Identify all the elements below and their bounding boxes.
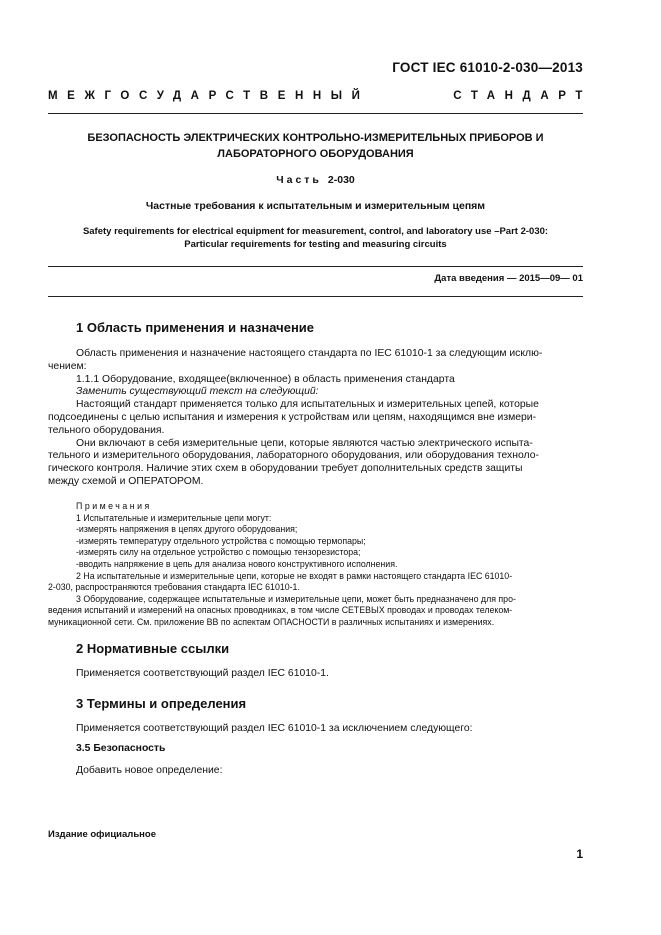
s1-p4b: подсоединены с целью испытания и измерения к устройствам или цепям, находящимся вне измери- xyxy=(48,411,537,423)
document-title-en xyxy=(48,226,583,251)
divider-top xyxy=(48,113,583,114)
s1-p1a: Область применения и назначение настоящего стандарта по IEC 61010-1 за следующим исклю- xyxy=(76,348,543,359)
title-en-line2: Particular requirements for testing and measuring circuits xyxy=(184,238,447,250)
note-1b: -измерять температуру отдельного устройства с помощью термопары; xyxy=(76,535,366,546)
s1-p5a: Они включают в себя измерительные цепи, которые являются частью электрического испыта- xyxy=(76,437,533,449)
note-2b: 2-030, распространяются требования стандарта IEC 61010-1. xyxy=(48,582,300,593)
note-1c: -измерять силу на отдельное устройство с помощью тензорезистора; xyxy=(76,547,361,558)
official-edition-label: Издание официальное xyxy=(48,829,156,840)
section-2-text: Применяется соответствующий раздел IEC 61010-1. xyxy=(76,668,329,679)
note-1d: -вводить напряжение в цепь для анализа нового конструктивного исполнения. xyxy=(76,558,398,569)
section-3-heading: 3 Термины и определения xyxy=(76,696,247,711)
divider-mid xyxy=(48,266,583,267)
notes-block xyxy=(48,501,583,629)
standard-stamp-line xyxy=(48,90,592,102)
s1-p3: Заменить существующий текст на следующий: xyxy=(76,386,319,398)
note-3a: 3 Оборудование, содержащее испытательные и измерительные цепи, может быть предназначено для про- xyxy=(76,593,516,604)
section-3-5-heading: 3.5 Безопасность xyxy=(76,743,166,754)
part-number: 2-030 xyxy=(327,174,355,186)
note-3c: муникационной сети. См. приложение ВВ по аспектам ОПАСНОСТИ в различных испытаниях и измерениях. xyxy=(48,616,495,627)
section-1-body xyxy=(48,348,583,489)
note-3b: ведения испытаний и измерений на опасных проводниках, в том числе СЕТЕВЫХ проводах и проводах телеком- xyxy=(48,605,513,616)
part-label xyxy=(48,174,583,186)
intro-date: Дата введения — 2015—09— 01 xyxy=(434,273,583,284)
notes-header: Примечания xyxy=(76,501,152,511)
section-3-text: Применяется соответствующий раздел IEC 61010-1 за исключением следующего: xyxy=(76,723,473,734)
section-1-heading: 1 Область применения и назначение xyxy=(76,320,315,335)
stamp-standard: СТАНДАРТ xyxy=(453,90,592,102)
note-1: 1 Испытательные и измерительные цепи могут: xyxy=(76,512,272,523)
title-ru-line2: ЛАБОРАТОРНОГО ОБОРУДОВАНИЯ xyxy=(217,147,414,160)
section-3-5-text: Добавить новое определение: xyxy=(76,765,223,776)
title-ru-line1: БЕЗОПАСНОСТЬ ЭЛЕКТРИЧЕСКИХ КОНТРОЛЬНО-ИЗМЕРИТЕЛЬНЫХ ПРИБОРОВ И xyxy=(87,132,544,144)
document-title-ru xyxy=(48,131,583,162)
title-en-line1: Safety requirements for electrical equipment for measurement, control, and laboratory use –Part 2-030: xyxy=(82,226,549,237)
note-2a: 2 На испытательные и измерительные цепи, которые не входят в рамки настоящего стандарта IEC 61010- xyxy=(76,570,513,581)
s1-p5c: гического контроля. Наличие этих схем в оборудовании требует дополнительных средств защиты xyxy=(48,463,523,475)
s1-p5b: тельного и измерительного оборудования, лабораторного оборудования, или оборудования техноло- xyxy=(48,450,539,462)
part-word: Часть xyxy=(276,174,322,186)
divider-bottom xyxy=(48,296,583,297)
s1-p2: 1.1.1 Оборудование, входящее(включенное) в область применения стандарта xyxy=(76,373,455,385)
gost-code: ГОСТ IEC 61010-2-030—2013 xyxy=(392,60,583,75)
page-number: 1 xyxy=(576,847,583,861)
section-2-heading: 2 Нормативные ссылки xyxy=(76,641,230,656)
stamp-interstate: МЕЖГОСУДАРСТВЕННЫЙ xyxy=(48,90,370,102)
note-1a: -измерять напряжения в цепях другого оборудования; xyxy=(76,524,298,535)
subtitle-ru: Частные требования к испытательным и измерительным цепям xyxy=(145,200,486,212)
s1-p4a: Настоящий стандарт применяется только для испытательных и измерительных цепей, которые xyxy=(76,399,539,411)
s1-p1b: чением: xyxy=(48,360,87,372)
s1-p4c: тельного оборудования. xyxy=(48,424,165,436)
s1-p5d: между схемой и ОПЕРАТОРОМ. xyxy=(48,475,204,487)
